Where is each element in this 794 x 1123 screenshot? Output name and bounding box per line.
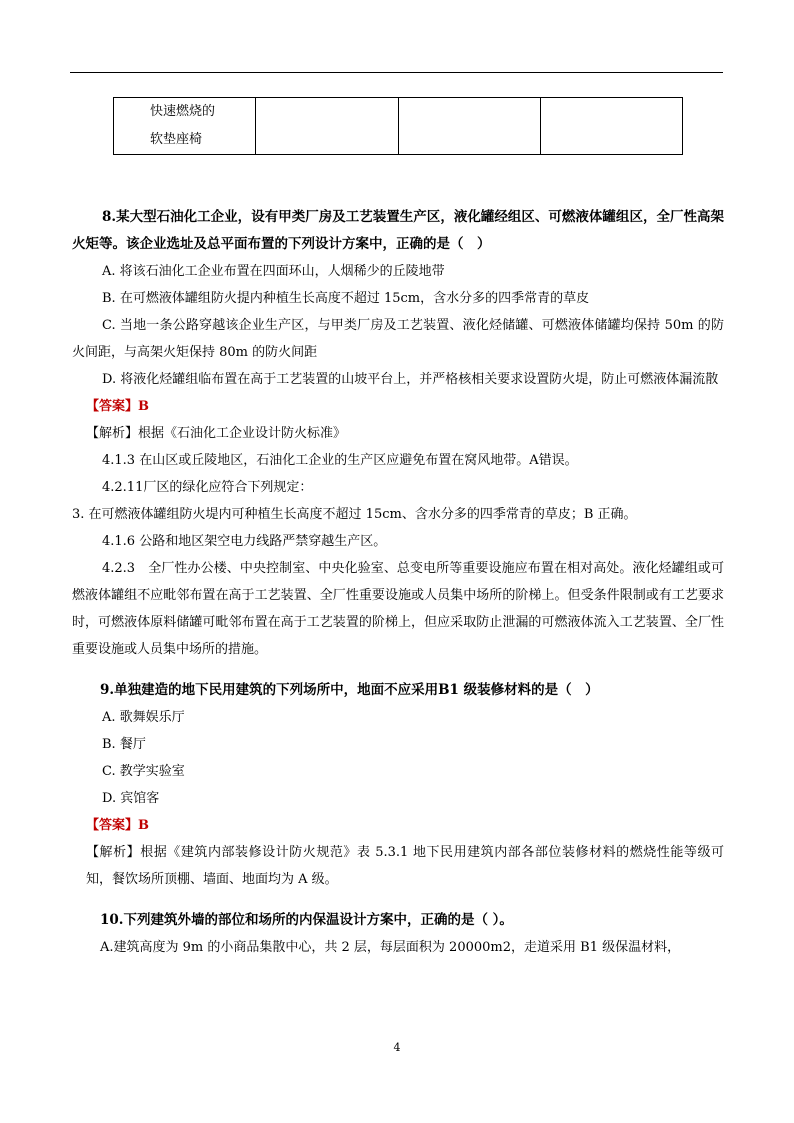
question-9-explain: 【解析】根据《建筑内部装修设计防火规范》表 5.3.1 地下民用建筑内部各部位装修材料的燃烧性能等级可知，餐饮场所顶棚、墙面、地面均为 A 级。 [86, 845, 724, 887]
answer-label: 【答案】 [86, 399, 139, 414]
answer-value: B [138, 818, 150, 833]
question-8-option-d: D. 将液化烃罐组临布置在高于工艺装置的山坡平台上，并严格核相关要求设置防火堤，防止可燃液体漏流散 [102, 372, 719, 387]
question-9-answer [72, 812, 724, 839]
question-8-explain-line: 4.1.3 在山区或丘陵地区，石油化工企业的生产区应避免布置在窝风地带。A错误。 [102, 453, 578, 468]
table-cell [541, 98, 683, 155]
question-8-title: 8.某大型石油化工企业，设有甲类厂房及工艺装置生产区，液化罐经组区、可燃液体罐组区，全厂性高架火矩等。该企业选址及总平面布置的下列设计方案中，正确的是（ ） [72, 209, 724, 252]
answer-value: B [138, 399, 150, 414]
header-rule [70, 72, 723, 73]
question-8-explain-line: 4.2.11厂区的绿化应符合下列规定： [102, 480, 313, 495]
explain-label: 【解析】 [86, 845, 141, 860]
question-8-explain-line: 4.2.3 全厂性办公楼、中央控制室、中央化验室、总变电所等重要设施应布置在相对高处。液化烃罐组或可燃液体罐组不应毗邻布置在高于工艺装置、全厂性重要设施或人员集中场所的阶梯上。但受条件限制或有工艺要求时，可燃液体原料储罐可毗邻布置在高于工艺装置的阶梯上，但应采取防止泄漏的可燃液体流入工艺装置、全厂性重要设施或人员集中场所的措施。 [72, 561, 724, 657]
question-8-option-b: B. 在可燃液体罐组防火提内种植生长高度不超过 15cm，含水分多的四季常青的草皮 [102, 291, 590, 306]
question-9-option-d: D. 宾馆客 [102, 791, 160, 806]
question-8-explain-line: 4.1.6 公路和地区架空电力线路严禁穿越生产区。 [102, 534, 387, 549]
question-9-option-b: B. 餐厅 [102, 737, 146, 752]
question-10-option-a: A.建筑高度为 9m 的小商品集散中心，共 2 层，每层面积为 20000m2，走道采用 B1 级保温材料， [100, 940, 681, 955]
question-8-explain-line: 3. 在可燃液体罐组防火堤内可种植生长高度不超过 15cm、含水分多的四季常青的草皮；B 正确。 [72, 507, 637, 522]
page-number: 4 [393, 1041, 401, 1054]
question-9-title: 9.单独建造的地下民用建筑的下列场所中，地面不应采用B1 级装修材料的是（ ） [100, 682, 599, 698]
continued-table [113, 97, 683, 155]
question-10-title: 10.下列建筑外墙的部位和场所的内保温设计方案中，正确的是（ ）。 [100, 912, 513, 928]
question-8-answer [72, 393, 724, 420]
table-cell [399, 98, 541, 155]
table-row [114, 98, 683, 155]
question-8-explain-head: 【解析】根据《石油化工企业设计防火标准》 [86, 426, 347, 441]
answer-label: 【答案】 [86, 818, 139, 833]
page-content [72, 204, 724, 961]
explain-label: 【解析】 [86, 426, 139, 441]
question-8-option-c: C. 当地一条公路穿越该企业生产区，与甲类厂房及工艺装置、液化烃储罐、可燃液体储罐均保持 50m 的防火间距，与高架火矩保持 80m 的防火间距 [72, 318, 724, 360]
question-9-option-c: C. 教学实验室 [102, 764, 185, 779]
question-8-option-a: A. 将该石油化工企业布置在四面环山，人烟稀少的丘陵地带 [102, 264, 445, 279]
question-9-option-a: A. 歌舞娱乐厅 [102, 710, 185, 725]
table-cell [256, 98, 399, 155]
table-cell: 快速燃烧的软垫座椅 [114, 98, 256, 155]
